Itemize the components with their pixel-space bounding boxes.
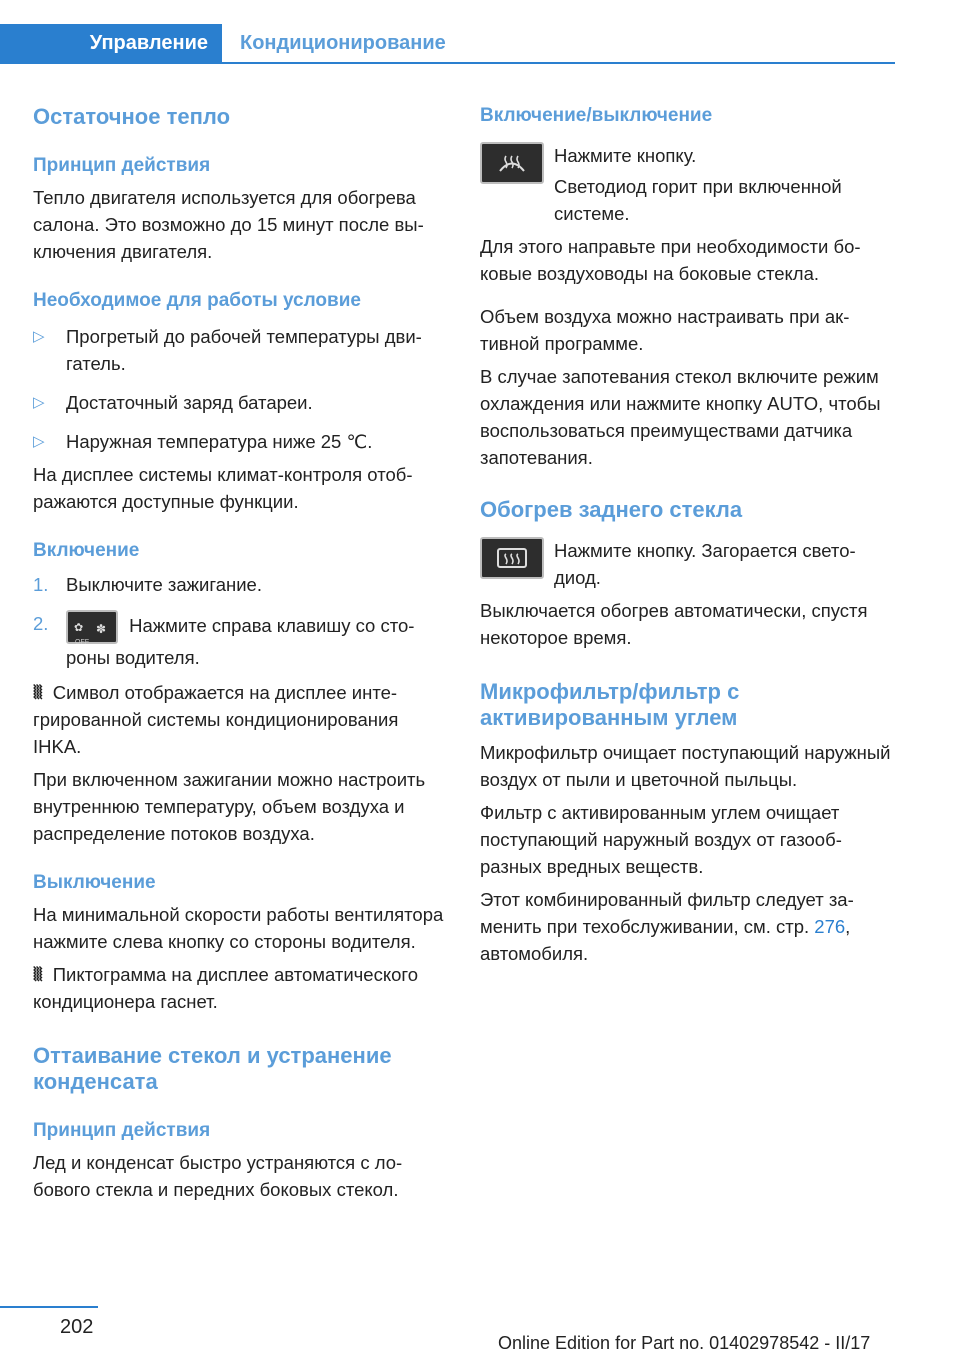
on-step: 2. ✿ ✽ OFF Нажмите справа клавишу со стороны водителя. — [33, 610, 448, 671]
on-symbol-note: ⦚⦚⦚ Символ отображается на дисплее интегрированной системы кондиционирования IHKA. — [33, 682, 399, 757]
triangle-bullet-icon: ▷ — [33, 328, 45, 345]
rear-window-defrost-button-icon — [480, 537, 544, 579]
condition-item: ▷ Наружная температура ниже 25 ℃. — [33, 428, 448, 455]
rear-defrost-row — [480, 537, 895, 591]
windshield-defrost-button-icon — [480, 142, 544, 184]
defrost-principle-text: Лед и конденсат быстро устраняются с лобового стекла и передних боковых стекол. — [33, 1152, 403, 1200]
residual-heat-title: Остаточное тепло — [33, 104, 231, 129]
left-column — [33, 100, 448, 1203]
principle-title: Принцип действия — [33, 155, 211, 176]
off-symbol-note: ⦚⦚⦚ Пиктограмма на дисплее автоматического кондиционера гаснет. — [33, 964, 419, 1012]
right-column — [480, 100, 895, 967]
ihka-symbol-icon: ⦚⦚⦚ — [33, 682, 42, 703]
tab-control[interactable]: Управление — [0, 24, 222, 62]
footer-rule — [0, 1306, 98, 1308]
off-text: На минимальной скорости работы вентилятора нажмите слева кнопку со стороны водителя. — [33, 904, 444, 952]
off-title: Выключение — [33, 872, 156, 893]
on-adjust-note: При включенном зажигании можно настроить внутреннюю температуру, объем воздуха и распределение потоков воздуха. — [33, 769, 426, 844]
tab-air-conditioning[interactable]: Кондиционирование — [240, 32, 446, 54]
front-defrost-row — [480, 142, 895, 227]
edition-text: Online Edition for Part no. 01402978542 - II/17 — [498, 1333, 871, 1353]
triangle-bullet-icon: ▷ — [33, 394, 45, 411]
rear-press-text: Нажмите кнопку. Загорается светодиод. — [554, 540, 856, 588]
on-step: 1. Выключите зажигание. — [33, 571, 448, 598]
rear-auto-off: Выключается обогрев автоматически, спустя некоторое время. — [480, 600, 868, 648]
filter-p2: Фильтр с активированным углем очищает поступающий наружный воздух от газообразных вредных веществ. — [480, 802, 842, 877]
display-note: На дисплее системы климат-контроля отображаются доступные функции. — [33, 464, 413, 512]
triangle-bullet-icon: ▷ — [33, 433, 45, 450]
conditions-title: Необходимое для работы условие — [33, 290, 361, 311]
defrost-title: Оттаивание стекол и устранение конденсата — [33, 1043, 392, 1094]
press-button-text: Нажмите кнопку. — [554, 145, 697, 166]
header-tabbar — [0, 24, 895, 64]
rear-heat-title: Обогрев заднего стекла — [480, 497, 743, 522]
defrost-principle-title: Принцип действия — [33, 1120, 211, 1141]
filter-title: Микрофильтр/фильтр с активированным углем — [480, 679, 740, 730]
condition-item: ▷ Достаточный заряд батареи. — [33, 389, 448, 416]
vents-note: Для этого направьте при необходимости боковые воздуховоды на боковые стекла. — [480, 236, 861, 284]
step-number: 2. — [33, 613, 49, 634]
led-note: Светодиод горит при включенной системе. — [554, 176, 842, 224]
filter-p1: Микрофильтр очищает поступающий наружный воздух от пыли и цветочной пыльцы. — [480, 742, 891, 790]
filter-p3: Этот комбинированный фильтр следует заменить при техобслуживании, см. стр. 276, автомобиля. — [480, 889, 854, 964]
page-number: 202 — [60, 1316, 94, 1338]
volume-note: Объем воздуха можно настраивать при активной программе. — [480, 306, 850, 354]
on-title: Включение — [33, 540, 140, 561]
fogging-note: В случае запотевания стекол включите режим охлаждения или нажмите кнопку AUTO, чтобы воспользоваться преимуществами датчика запотевания. — [480, 366, 881, 468]
off-fan-button-icon: ✿ ✽ OFF — [66, 610, 118, 644]
onoff-title: Включение/выключение — [480, 105, 713, 126]
page-link[interactable]: 276 — [814, 916, 846, 937]
condition-item: ▷ Прогретый до рабочей температуры двигатель. — [33, 323, 448, 377]
step-number: 1. — [33, 574, 49, 595]
principle-text: Тепло двигателя используется для обогрева салона. Это возможно до 15 минут после выключения двигателя. — [33, 187, 424, 262]
ihka-symbol-icon: ⦚⦚⦚ — [33, 964, 42, 985]
